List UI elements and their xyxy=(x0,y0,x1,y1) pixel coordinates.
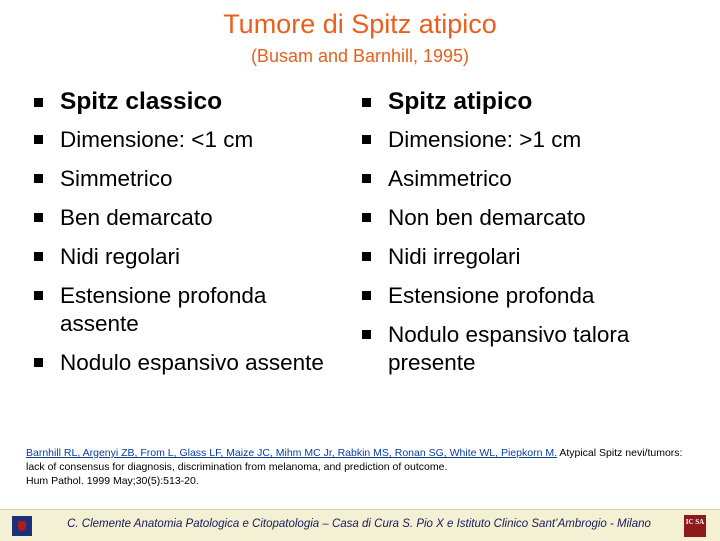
bullet-icon xyxy=(34,98,43,107)
left-column xyxy=(34,88,334,388)
bullet-icon xyxy=(362,213,371,222)
bullet-icon xyxy=(362,330,371,339)
list-item: Nodulo espansivo assente xyxy=(34,349,334,377)
reference-authors-link[interactable]: Barnhill RL, Argenyi ZB, From L, Glass LF, Maize JC, Mihm MC Jr, Rabkin MS, Ronan SG, White WL, Piepkorn M. xyxy=(26,447,557,459)
bullet-icon xyxy=(362,291,371,300)
list-item: Ben demarcato xyxy=(34,204,334,232)
list-item: Estensione profonda assente xyxy=(34,282,334,338)
reference-citation xyxy=(26,446,694,488)
bullet-icon xyxy=(34,291,43,300)
reference-journal: Hum Pathol. 1999 May;30(5):513-20. xyxy=(26,475,199,487)
bullet-icon xyxy=(34,174,43,183)
list-item: Nidi irregolari xyxy=(362,243,712,271)
right-column xyxy=(362,88,712,388)
list-item: Simmetrico xyxy=(34,165,334,193)
bullet-icon xyxy=(362,174,371,183)
bullet-icon xyxy=(34,252,43,261)
bullet-icon xyxy=(362,135,371,144)
slide-subtitle: (Busam and Barnhill, 1995) xyxy=(250,46,470,66)
reference-title: Atypical Spitz nevi/tumors: lack of consensus for diagnosis, discrimination from melanoma, and prediction of outcome. xyxy=(26,447,683,473)
list-item: Asimmetrico xyxy=(362,165,712,193)
bullet-icon xyxy=(34,213,43,222)
footer-bar xyxy=(0,509,720,541)
bullet-icon xyxy=(362,98,371,107)
bullet-icon xyxy=(34,358,43,367)
list-item: Dimensione: <1 cm xyxy=(34,126,334,154)
list-item: Dimensione: >1 cm xyxy=(362,126,712,154)
right-column-heading: Spitz atipico xyxy=(362,88,712,116)
left-column-heading: Spitz classico xyxy=(34,88,334,116)
list-item: Nidi regolari xyxy=(34,243,334,271)
list-item: Nodulo espansivo talora presente xyxy=(362,321,712,377)
footer-text: C. Clemente Anatomia Patologica e Citopatologia – Casa di Cura S. Pio X e Istituto Clinico Sant’Ambrogio - Milano xyxy=(67,518,651,530)
slide-title: Tumore di Spitz atipico xyxy=(223,9,497,39)
list-item: Estensione profonda xyxy=(362,282,712,310)
icsa-logo: IC SA xyxy=(684,515,706,537)
bullet-icon xyxy=(362,252,371,261)
institution-logo-icon xyxy=(12,516,32,536)
bullet-icon xyxy=(34,135,43,144)
list-item: Non ben demarcato xyxy=(362,204,712,232)
